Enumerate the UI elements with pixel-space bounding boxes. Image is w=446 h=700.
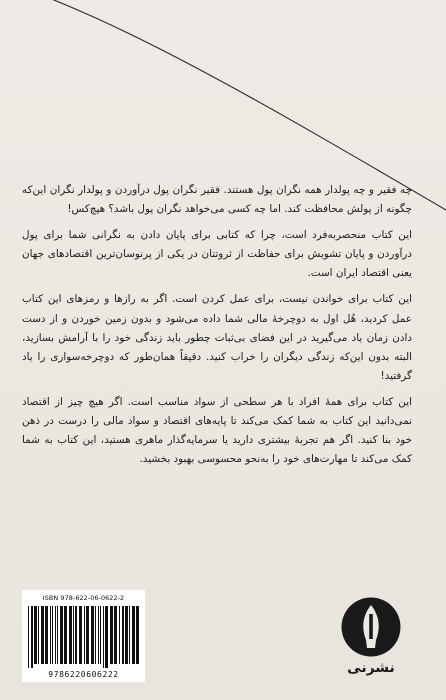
isbn-label: ISBN 978-622-06-0622-2 <box>42 594 125 602</box>
barcode-bar <box>110 606 113 664</box>
barcode-bar <box>31 606 33 668</box>
publisher-name: نشرنی <box>347 660 395 676</box>
publisher-logo-icon <box>338 596 404 658</box>
blurb-paragraph-3: این کتاب برای خواندن نیست، برای عمل کردن است. اگر به رازها و رمزهای این کتاب عمل کردید، هُل اول به دوچرخهٔ مالی شما داده می‌شود و بدون زمین خوردن و از دست دادن زمان یاد می‌گیرید در این فضای بی‌ثبات چطور باید زندگی خود را با آرامش بسازید، البته بدون این‌که زندگی دیگران را خراب کنید. دقیقاً همان‌طور که دوچرخه‌سواری را یاد گرفتید! <box>22 293 412 382</box>
blurb-text <box>22 181 412 476</box>
barcode-bar <box>34 606 37 664</box>
barcode-bar <box>119 606 120 664</box>
barcode-bar <box>136 606 139 664</box>
barcode-bar <box>129 606 130 664</box>
barcode-bar <box>41 606 44 664</box>
barcode-bar <box>105 606 108 668</box>
barcode-bar <box>69 606 72 664</box>
barcode-bar <box>79 606 82 664</box>
barcode-bar <box>125 606 128 664</box>
barcode-bars <box>22 604 145 670</box>
barcode-bar <box>64 606 67 664</box>
barcode-bar <box>95 606 96 664</box>
barcode-bar <box>45 606 48 664</box>
barcode-bar <box>91 606 94 664</box>
barcode-bar <box>50 606 51 664</box>
barcode-bar <box>103 606 104 668</box>
blurb-paragraph-4: این کتاب برای همهٔ افراد با هر سطحی از سواد مناسب است. اگر هیچ چیز از اقتصاد نمی‌دانید این کتاب به شما کمک می‌کند تا پایه‌های اقتصاد و سواد مالی را درست در ذهن خود بنا کنید. اگر هم تجربهٔ بیشتری دارید یا سرمایه‌گذار ماهری هستید، این کتاب به شما کمک می‌کند تا مهارت‌های خود را به‌نحو محسوسی بهبود بخشید. <box>22 395 412 466</box>
barcode-bar <box>100 606 101 664</box>
barcode-bar <box>38 606 39 664</box>
barcode-bar <box>132 606 135 664</box>
barcode-bar <box>98 606 99 664</box>
isbn-barcode <box>22 590 145 682</box>
blurb-paragraph-1: چه فقیر و چه پولدار همه نگران پول هستند. فقیر نگران پول درآوردن و پولدار نگران این‌که چگونه از پولش محافظت کند. اما چه کسی می‌خواهد نگران پول باشد؟ هیچ‌کس! <box>22 184 412 216</box>
barcode-bar <box>122 606 124 664</box>
barcode-bar <box>84 606 85 664</box>
barcode-bar <box>73 606 74 664</box>
barcode-bar <box>57 606 58 664</box>
barcode-bar <box>60 606 63 664</box>
ean-digits: 9786220606222 <box>48 670 119 679</box>
blurb-paragraph-2: این کتاب منحصربه‌فرد است، چرا که کتابی برای پایان دادن به نگرانی شما برای پول درآوردن و پایان تشویش برای حفاظت از ثروتتان در یکی از پرنوسان‌ترین اقتصادهای جهان یعنی اقتصاد ایران است. <box>22 229 412 280</box>
barcode-bar <box>55 606 56 664</box>
barcode-bar <box>52 606 53 664</box>
barcode-bar <box>28 606 29 668</box>
barcode-bar <box>114 606 117 664</box>
barcode-bar <box>86 606 89 664</box>
barcode-bar <box>75 606 77 664</box>
